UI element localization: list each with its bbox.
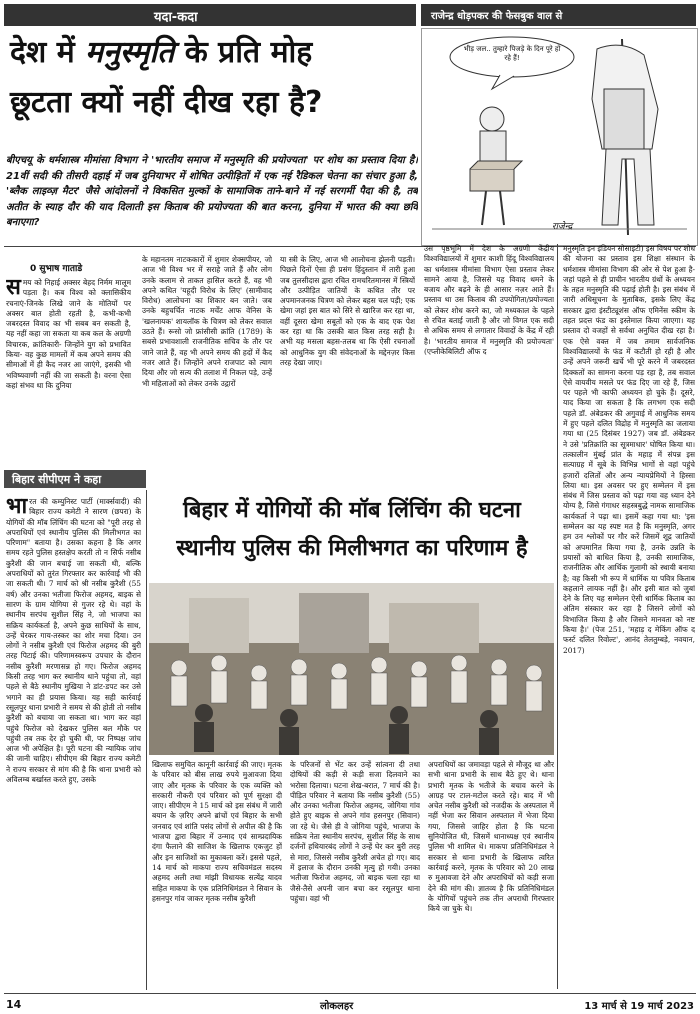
bihar-dropcap: भा bbox=[6, 497, 28, 519]
bihar-col-1 bbox=[6, 497, 141, 989]
publication-name: लोकलहर bbox=[320, 1001, 354, 1012]
dropcap: स bbox=[6, 278, 21, 300]
bihar-section-bar bbox=[4, 470, 146, 488]
main-col-2: के महानतम नाटककारों में शुमार शेक्सपीयर, जो आज भी विश्व भर में सराहे जाते हैं और लोग उनके कलाम से ताकत हासिल करते हैं, वह भी अपने कथित 'यहूदी विरोध के लिए' (सामीवाद विरोध) आलोचना का शिकार बन जाते। जब उनके बहुचर्चित नाटक मर्चेंट आफ वेनिस के 'खलनायक' शायलॉक के चित्रण को लेकर सवाल उठते हैं। रूसो जो फ्रांसीसी क्रांति (1789) के सबसे प्रभावशाली राजनीतिक सचिव के तौर पर जाने जाते हैं, वह भी अपने समय की हदों में कैद नजर आते हैं। जिन्होंने अपने राजपाट को त्याग दिया और जो सत्य की तलाश में निकल पड़े, उन्हें भी महिलाओं को लेकर उनके उद्गारों bbox=[142, 255, 272, 388]
main-col-1 bbox=[6, 278, 131, 458]
footer-rule bbox=[4, 993, 696, 994]
main-col-1-text: मय को निहाई अक्सर बेहद निर्मम मालूम पड़ता है। कब विश्व को क्लासिकीय रचनाएं-जिनके लिखे जाने के मोतियों पर अक्सर बात होती रहती है, कभी-कभी जबरदस्त विवाद का भी सबब बन सकती है, यह नहीं कहा जा सकता या कब कल के अग्रणी विचारक, क्रांतिकारी- जिन्होंने युग को प्रभावित किया- वह कुछ मामलों में कब अपने समय की सीमाओं में ही कैद नजर आ जाएंगे, इसकी भी भविष्यवाणी नहीं की जा सकती है। वरना ऐसा कहां संभव था कि दुनिया bbox=[6, 278, 131, 390]
cartoon-header: राजेन्द्र धोड़पकर की फेसबुक वाल से bbox=[431, 11, 563, 22]
bihar-col-rule bbox=[146, 490, 147, 990]
headline-part-a: देश में bbox=[10, 35, 86, 70]
main-headline-line1 bbox=[10, 34, 415, 72]
cartoon-signature: राजेन्द्र bbox=[552, 222, 573, 232]
bihar-col-4: अपराधियों का जमावड़ा पहले से मौजूद था और सभी थाना प्रभारी के साथ बैठे हुए थे। थाना प्रभारी मृतक के भतीजे के बचाव करने के आग्रह पर टाल-मटोल करते रहे। बाद में भी अचेत नसीब कुरैशी को नजदीक के अस्पताल में नहीं भेजा कर सिवान अस्पताल में भेजा दिया गया, जिससे जाहिर होता है कि घटना सुनियोजित थी, जिसमें थानाध्यक्ष एवं स्थानीय पुलिस भी शामिल थे। माकपा प्रतिनिधिमंडल ने सरकार से थाना प्रभारी के खिलाफ त्वरित कार्रवाई करने, मृतक के परिवार को 20 लाख रु मुआवजा देने और अपराधियों को कड़ी सजा देने की मांग की। ज्ञातव्य है कि प्रतिनिधिमंडल के योगियों पहुंचने तक तीन अपराधी गिरफ्तार किये जा चुके थे। bbox=[428, 760, 554, 914]
main-intro: बीएचयू के धर्मशास्त्र मीमांसा विभाग ने 'भारतीय समाज में मनुस्मृति की प्रयोज्यता' पर शोध का प्रस्ताव दिया है। 21वीं सदी की तीसरी दहाई में जब दुनियाभर में शोषित उत्पीड़ितों में एक नई रैडिकल चेतना का संचार हुआ है, 'ब्लैक लाइव्ज़ मैटर' जैसे आंदोलनों ने विकसित मुल्कों के सामाजिक ताने-बाने में नई सरगर्मी पैदा की है, तब अतीत के स्याह दौर की याद दिलाती इस किताब की प्रयोज्यता की बात करना, दुनिया में भारत की क्या छवि बनाएगा? bbox=[6, 155, 418, 228]
bihar-col-1-text: रत की कम्युनिस्ट पार्टी (मार्क्सवादी) की बिहार राज्य कमेटी ने सारण (छपरा) के योगियों की मॉब लिंचिंग की घटना को "पूरी तरह से अपराधियों एवं स्थानीय पुलिस की मिलीभगत का परिणाम" बताया है। उसका कहना है कि अगर समय रहते पुलिस हस्तक्षेप करती तो न सिर्फ नसीब कुरैशी की जान बचाई जा सकती थी, बल्कि अपराधियों को तुरंत गिरफ्तार कर कार्रवाई भी की जा सकती थी। 7 मार्च को श्री नसीब कुरैशी (55 वर्ष) और उनका भतीजा फिरोज अहमद, बाइक से सारण के ग्राम योगिया से गुजर रहे थे। वहां के स्थानीय सरपंच सुशील सिंह ने, जो भाजपा का सक्रिय कार्यकर्ता है, अपने कुछ साथियों के साथ, उन्हें घेरकर गाय-तस्कर का शोर मचा दिया। उन लोगों ने नसीब कुरैशी एवं फिरोज अहमद की बुरी तरह पिटाई की। परिणामस्वरूप उपचार के दौरान नसीब कुरैशी मरणासन्न हो गए। फिरोज अहमद किसी तरह भाग कर स्थानीय थाने पहुंचा तो, वहां पहले से बैठे स्थानीय मुखिया ने डांट-डपट कर उसे भगाने का ही प्रयास किया। यह सही कार्रवाई रसूलपुर थाना प्रभारी ने समय से की होती तो नसीब कुरैशी को बचाया जा सकता था। भाग कर वहां पहुंचे फिरोज को देखकर पुलिस बल मौके पर पहुंची तब तक देर हो चुकी थी, पर निष्पक्ष जांच आज भी अपेक्षित है। पूरी घटना की न्यायिक जांच की जानी चाहिए। सीपीएम की बिहार राज्य कमेटी ने राज्य सरकार से मांग की है कि थाना प्रभारी को अविलम्ब बर्खास्त करते हुए, उसके bbox=[6, 497, 141, 785]
main-headline-line2: छूटता क्यों नहीं दीख रहा है? bbox=[10, 85, 323, 120]
bihar-section-label: बिहार सीपीएम ने कहा bbox=[12, 473, 102, 486]
main-col-5: मनुस्मृति इन इंडियन सोसाइटी) इस विषय पर शोध की योजना का प्रस्ताव इस शिक्षा संस्थान के धर्मशास्त्र मीमांसा विभाग की ओर से पेश हुआ है- जहां पहले से ही प्राचीन भारतीय ग्रंथों के अध्ययन के तहत मनुस्मृति की पढ़ाई होती है। इस संबंध में जारी अधिसूचना के मुताबिक, इसके लिए केंद्र सरकार द्वारा इंस्टीट्यूशंस ऑफ एमिनेंस स्कीम के तहत प्रदत्त फंड का इस्तेमाल किया जाएगा। यह प्रस्ताव दो वजहों से सर्वथा अनुचित दीख रहा है। एक ऐसे वक्त में जब तमाम सार्वजनिक विश्वविद्यालयों के फंड में कटौती हो रही है और उन्हें अपने जरूरी खर्चे भी पूरे करने में जबरदस्त दिक्कतों का सामना करना पड़ रहा है, तब सवाल ऐसे वायवीय मसले पर फंड दिए जा रहे हैं, जिस पर पहले भी काफी अध्ययन हो चुके हैं। दूसरे, याद किया जा सकता है कि लगभग एक सदी पहले डॉ. अंबेडकर की अगुवाई में आधुनिक समय में हुए पहले दलित विद्रोह में मनुस्मृति का जलाया गया था (25 दिसंबर 1927) जब डॉ. अंबेडकर ने उसे 'प्रतिक्रांति का सूत्रमाधार' घोषित किया था। तत्कालीन मुंबई प्रांत के महाड़ में संपन्न इस सत्याग्रह में सूबे के विभिन्न भागों से वहां पहुंचे हजारों दलितों और अन्य न्यायप्रेमियों ने हिस्सा लिया था। इस अवसर पर हुए सम्मेलन में इस संबंध में जिस प्रस्ताव को पढ़ा गया वह ध्यान देने योग्य है, जिसे गंगाधर सहस्त्रबुद्धे नामक सामाजिक कार्यकर्ता ने पढ़ा था। इसमें कहा गया था: 'इस सम्मेलन का यह स्पष्ट मत है कि मनुस्मृति, अगर हम उन श्लोकों पर गौर करें जिसमें शूद्र जातियों को अपमानित किया गया है, उनके उन्नति के प्रयासों को बाधित किया है, उनकी सामाजिक, राजनीतिक और आर्थिक गुलामी को स्थायी बनाया है; वह किसी भी रूप में धार्मिक या पवित्र किताब कहलाने लायक नहीं है। और इसी बात को जुबां देने के लिए यह सम्मेलन ऐसी धार्मिक किताब का अंतिम संस्कार कर रहा है जिसने लोगों को विभाजित किया है और जिसने मानवता को नष्ट किया है।' (पेज 251, 'महाड़ द मेकिंग ऑफ द फर्स्ट दलित रिवोल्ट', आनंद तेलतुम्बड़े, नवयान, 2017) bbox=[563, 244, 695, 655]
cartoon-panel bbox=[421, 28, 698, 246]
main-col-4: उस पृष्ठभूमि में देश के अग्रणी केंद्रीय विश्वविद्यालयों में शुमार काशी हिंदू विश्वविद्यालय का धर्मशास्त्र मीमांसा विभाग ऐसा प्रस्ताव लेकर सामने आया है, जिससे यह विवाद थमने के बजाय और बढ़ने के ही आसार नज़र आते हैं। प्रस्ताव था उस किताब की उपयोगिता/प्रयोज्यता को लेकर शोध करने का, जो मध्यकाल के पहले से रचित बताई जाती है और जो विगत एक सदी से अधिक समय से लगातार विवादों के केंद्र में रही है। 'भारतीय समाज में मनुस्मृति की प्रयोज्यता' (एप्लीकेबिलिटी ऑफ द bbox=[424, 244, 554, 356]
section-label: यदा-कदा bbox=[154, 10, 198, 25]
photo-illustration bbox=[149, 583, 554, 755]
main-col-3: या स्त्री के लिए, आज भी आलोचना झेलनी पड़ती। पिछले दिनों ऐसा ही प्रसंग हिंदुस्तान में तारी हुआ जब तुलसीदास द्वारा रचित रामचरितमानस में स्त्रियों और उत्पीड़ित जातियों के कथित तौर पर अपमानजनक चित्रण को लेकर बहस चल पड़ी; एक खेमा जहां इस बात को सिरे से खारिज कर रहा था, वहीं दूसरा खेमा सबूतों को एक के बाद एक पेश कर रहा था कि उसकी बात किस तरह सही है। अभी यह मसला बहस-तलब था कि ऐसी रचनाओं को आधुनिक युग की संवेदनाओं के मद्देनज़र किस तरह देखा जाए। bbox=[280, 255, 415, 367]
headline-part-b: मनुस्मृति bbox=[85, 35, 175, 70]
author-byline: 0 सुभाष गाताडे bbox=[30, 264, 83, 274]
section-label-bar bbox=[4, 4, 416, 26]
bihar-headline-line1: बिहार में योगियों की मॉब लिंचिंग की घटना bbox=[183, 498, 521, 523]
issue-date: 13 मार्च से 19 मार्च 2023 bbox=[584, 1001, 694, 1012]
headline-part-c: के प्रति मोह bbox=[174, 35, 313, 70]
cartoon-header-bar bbox=[421, 4, 696, 26]
cartoon-bubble-text: भीड़ जल.. तुम्हारे पिजड़े के दिन पूरे हो रहे हैं! bbox=[463, 45, 561, 62]
protest-photo bbox=[149, 583, 554, 755]
bihar-col-3: के परिजनों से भेंट कर उन्हें सांत्वना दी तथा दोषियों की कड़ी से कड़ी सजा दिलवाने का भरोसा दिलाया। घटना शेख-बरात, 7 मार्च की है। पीड़ित परिवार ने बताया कि नसीब कुरैशी (55) और उनका भतीजा फिरोज अहमद, जोगिया गांव होते हुए बाइक से अपने गांव हसनपुर (सिवान) जा रहे थे। जैसे ही वे जोगिया पहुंचे, भाजपा के सक्रिय नेता स्थानीय सरपंच, सुशील सिंह के साथ दर्जनों हथियारबंद लोगों ने उन्हें घेर कर बुरी तरह से मारा, जिससे नसीब कुरैशी अचेत हो गए। बाद में इलाज के दौरान उनकी मृत्यु हो गयी। उनका भतीजा फिरोज अहमद, जो बाइक चला रहा था जैसे-तैसे अपनी जान बचा कर रसूलपुर थाना पहुंचा। वहां भी bbox=[290, 760, 420, 903]
page-number: 14 bbox=[6, 998, 22, 1011]
column-rule bbox=[557, 244, 558, 989]
bihar-col-2: खिलाफ समुचित कानूनी कार्रवाई की जाए। मृतक के परिवार को बीस लाख रुपये मुआवजा दिया जाए और मृतक के परिवार के एक व्यक्ति को सरकारी नौकरी एवं परिवार को पूर्ण सुरक्षा दी जाए। सीपीएम ने 15 मार्च को इस संबंध में जारी बयान के ज़रिए अपने ब्रांचों एवं बिहार के सभी जनवाद एवं शांति पसंद लोगों से अपील की है कि भाजपा द्वारा बिहार में उन्माद एवं साम्प्रदायिक दंगा फैलाने की साजिश के खिलाफ एकजुट हों और इन साजिशों का मुकाबला करें। इससे पहले, 14 मार्च को माकपा राज्य सचिवमंडल सदस्य अहमद अली तथा मांझी विधायक सत्येंद्र यादव सहित माकपा के एक प्रतिनिधिमंडल ने सिवान के हसनपुर गांव जाकर मृतक नसीब कुरैशी bbox=[152, 760, 282, 903]
bihar-headline-line2: स्थानीय पुलिस की मिलीभगत का परिणाम है bbox=[176, 536, 528, 561]
